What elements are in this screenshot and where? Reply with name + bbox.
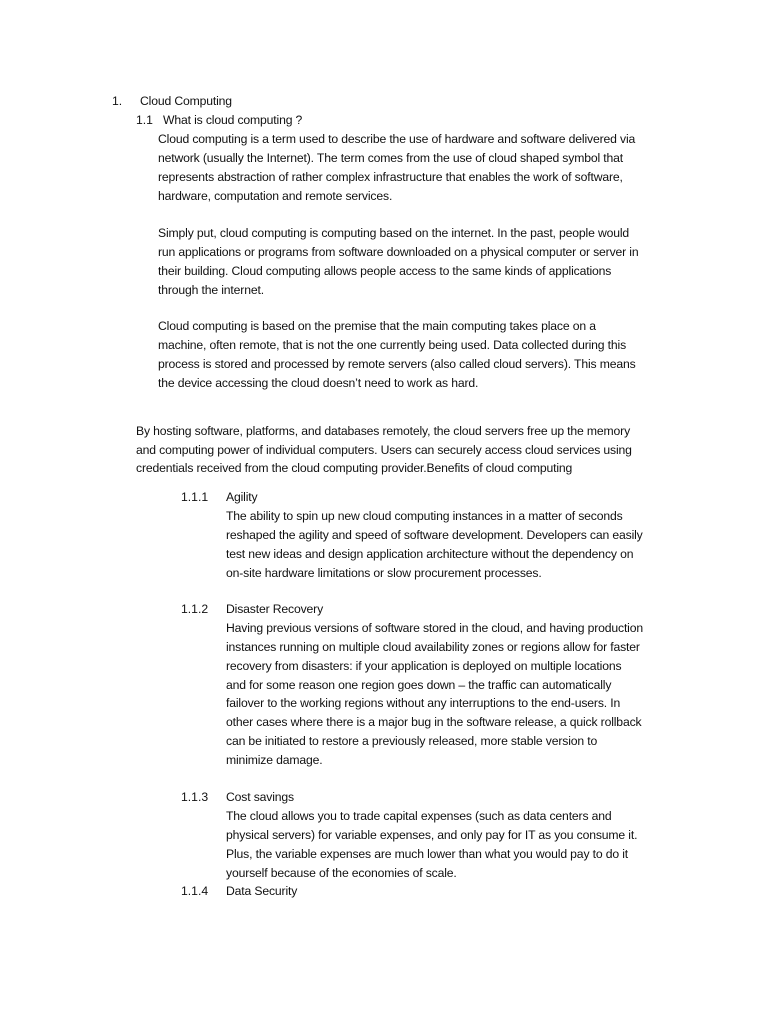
benefit-line: other cases where there is a major bug in the software release, a quick rollback xyxy=(226,715,642,729)
benefit-line: failover to the working regions without any interruptions to the end-users. In xyxy=(226,696,621,710)
paragraph-line: Simply put, cloud computing is computing based on the internet. In the past, people would xyxy=(158,226,630,240)
benefit-number: 1.1.3 xyxy=(181,790,209,804)
benefit-line: minimize damage. xyxy=(226,753,323,767)
benefit-line: and for some reason one region goes down – the traffic can automatically xyxy=(226,678,612,692)
paragraph-line: Cloud computing is a term used to describe the use of hardware and software delivered via xyxy=(158,132,636,146)
benefit-line: Plus, the variable expenses are much lower than what you would pay to do it xyxy=(226,847,629,861)
benefit-number: 1.1.2 xyxy=(181,602,209,616)
paragraph-line: credentials received from the cloud computing provider.Benefits of cloud computing xyxy=(136,461,573,475)
paragraph-line: machine, often remote, that is not the one currently being used. Data collected during this xyxy=(158,338,627,352)
benefit-line: recovery from disasters: if your application is deployed on multiple locations xyxy=(226,659,622,673)
benefit-line: on-site hardware limitations or slow procurement processes. xyxy=(226,566,542,580)
paragraph-line: represents abstraction of rather complex infrastructure that enables the work of software, xyxy=(158,170,623,184)
benefit-line: The ability to spin up new cloud computing instances in a matter of seconds xyxy=(226,509,623,523)
benefit-title: Disaster Recovery xyxy=(226,602,324,616)
benefit-line: Having previous versions of software stored in the cloud, and having production xyxy=(226,621,643,635)
benefit-number: 1.1.1 xyxy=(181,490,209,504)
paragraph-line: network (usually the Internet). The term comes from the use of cloud shaped symbol that xyxy=(158,151,623,165)
subsection-number: 1.1 xyxy=(136,113,153,127)
benefit-line: yourself because of the economies of scale. xyxy=(226,866,457,880)
section-number: 1. xyxy=(112,94,123,108)
paragraph-line: hardware, computation and remote services. xyxy=(158,189,393,203)
paragraph-line: Cloud computing is based on the premise that the main computing takes place on a xyxy=(158,319,596,333)
paragraph-line: through the internet. xyxy=(158,283,264,297)
paragraph-line: By hosting software, platforms, and databases remotely, the cloud servers free up the memory xyxy=(136,424,631,438)
benefit-line: can be initiated to restore a previously released, more stable version to xyxy=(226,734,598,748)
paragraph-line: run applications or programs from software downloaded on a physical computer or server in xyxy=(158,245,639,259)
benefit-line: The cloud allows you to trade capital expenses (such as data centers and xyxy=(226,809,612,823)
benefit-title: Cost savings xyxy=(226,790,294,804)
subsection-title: What is cloud computing ? xyxy=(163,113,303,127)
benefit-line: physical servers) for variable expenses, and only pay for IT as you consume it. xyxy=(226,828,638,842)
benefit-line: reshaped the agility and speed of software development. Developers can easily xyxy=(226,528,643,542)
paragraph-line: and computing power of individual computers. Users can securely access cloud services using xyxy=(136,443,632,457)
paragraph-line: their building. Cloud computing allows people access to the same kinds of applications xyxy=(158,264,612,278)
paragraph-line: the device accessing the cloud doesn’t need to work as hard. xyxy=(158,376,479,390)
section-title: Cloud Computing xyxy=(140,94,232,108)
benefit-line: test new ideas and design application architecture without the dependency on xyxy=(226,547,634,561)
benefit-title: Data Security xyxy=(226,884,298,898)
paragraph-line: process is stored and processed by remote servers (also called cloud servers). This means xyxy=(158,357,636,371)
benefit-line: instances running on multiple cloud availability zones or regions allow for faster xyxy=(226,640,640,654)
benefit-title: Agility xyxy=(226,490,258,504)
benefit-number: 1.1.4 xyxy=(181,884,209,898)
